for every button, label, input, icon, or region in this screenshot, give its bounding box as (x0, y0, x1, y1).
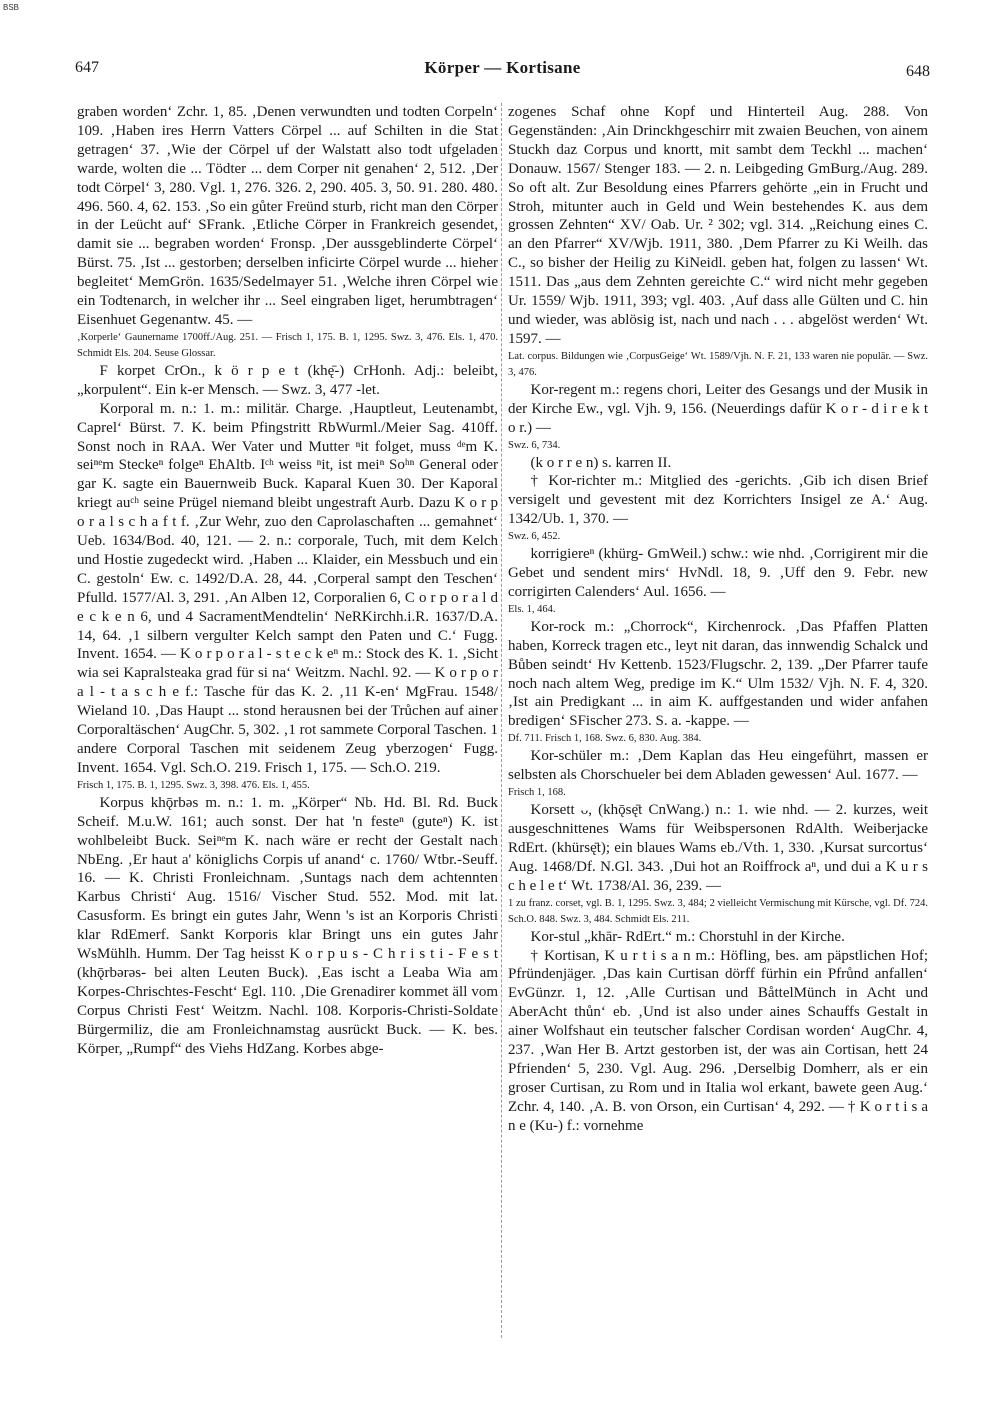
entry-kor-schueler: Kor-schüler m.: ‚Dem Kaplan das Heu eingeführt, massen er selbsten als Chorschueler bei dem Abladen gewessen‘ Aul. 1677. — (508, 748, 928, 784)
column-separator (501, 103, 502, 1338)
entry-kor-regent: Kor-regent m.: regens chori, Leiter des Gesangs und der Musik in der Kirche Ew., vgl. Vjh. 9, 156. (Neuerdings dafür K o r - d i r e k t o r.) — (508, 381, 928, 436)
entry-korpus-references: Lat. corpus. Bildungen wie ‚CorpusGeige‘ Wt. 1589/Vjh. N. F. 21, 133 waren nie populär. — Swz. 3, 476. (508, 350, 928, 378)
entry-korsett-references: 1 zu franz. corset, vgl. B. 1, 1295. Swz. 3, 484; 2 vielleicht Vermischung mit Kürsche, vgl. Df. 724. Sch.O. 848. Swz. 3, 484. Schmidt Els. 211. (508, 897, 928, 925)
right-column (508, 103, 928, 1136)
entry-korporal: Korporal m. n.: 1. m.: militär. Charge. ‚Hauptleut, Leutenambt, Caprel‘ Bürst. 7. K. beim Pfingstritt RbWurml./Meier Sag. 410ff. Sonst noch in RAA. Wer Vater und Mutter ⁿit folget, muss ᵈᵉm K. seiⁿᵉm Steckeⁿ folgeⁿ EhAltb. Iᶜʰ weiss ⁿit, ist meiⁿ Soʰⁿ General oder gar K. sagte ein Bauernweib Buck. Kaparal Kuen 30. Der Kaporal kriegt auᶜʰ seine Prügel niemand bleibt ungestraft Aurb. Dazu K o r p o r a l s c h a f t f. ‚Zur Wehr, zuo den Caprolaschaften ... gemahnet‘ Ueb. 1634/Bod. 40, 121. — 2. n.: corporale, Tuch, mit dem Kelch und Hostie zugedeckt wird. ‚Haben ... Klaider, ein Messbuch und ein C. gestoln‘ Ew. c. 1492/D.A. 28, 44. ‚Corperal sampt den Teschen‘ Pfulld. 1577/Al. 3, 291. ‚An Alben 12, Corporalien 6, C o r p o r a l d e c k e n 6, und 4 SacramentMendtelin‘ NeRKirchh.i.R. 1637/D.A. 14, 64. ‚1 silbern vergulter Kelch sampt den Paten und C.‘ Fugg. Invent. 1654. — K o r p o r a l - s t e c k eⁿ m.: Stock des K. 1. ‚Sicht wia sei Kapralsteaka grad für si na‘ Weitzm. Nachl. 92. — K o r p o r a l - t a s c h e f.: Tasche für das K. 2. ‚11 K-en‘ MgFrau. 1548/ Wieland 10. ‚Das Haupt ... stond herausnen bei der Trůchen auf ainer Corporaltäschen‘ AugChr. 5, 302. ‚1 rot sammete Corporal Taschen. 1 andere Corporal Taschen mit seidenem Zeug yberzogen‘ Fugg. Invent. 1654. Vgl. Sch.O. 219. Frisch 1, 175. — Sch.O. 219. (77, 400, 498, 776)
entry-korporal-references: Frisch 1, 175. B. 1, 1295. Swz. 3, 398. 476. Els. 1, 455. (77, 779, 310, 791)
page-number-right: 648 (906, 63, 930, 80)
entry-korsett: Korsett ᴗ, (khǭsę̄t CnWang.) n.: 1. wie nhd. — 2. kurzes, weit ausgeschnittenes Wams für Weibspersonen RdAlth. Weiberjacke RdErt. (khürsę̄t); ein blaues Wams eb./Vth. 1, 330. ‚Kursat surcortus‘ Aug. 1468/Df. N.Gl. 343. ‚Dui hot an Roiffrock aⁿ, und dui a K u r s c h e l e t‘ Wt. 1738/Al. 36, 239. — (508, 802, 928, 894)
entry-korren: (k o r r e n) s. karren II. (530, 454, 672, 471)
entry-kor-richter-references: Swz. 6, 452. (508, 531, 561, 543)
entry-kor-richter: † Kor-richter m.: Mitglied des -gerichts. ‚Gib ich disen Brief versigelt und gevestent mit dez Korrichters Insigel ze A.‘ Aug. 1342/Ub. 1, 370. — (508, 473, 928, 528)
running-header (75, 57, 930, 87)
entry-kor-regent-references: Swz. 6, 734. (508, 439, 561, 451)
entry-korpus: Korpus khǭrbǝs m. n.: 1. m. „Körper“ Nb. Hd. Bl. Rd. Buck Scheif. M.u.W. 161; auch sonst. Der hat 'n festeⁿ (guteⁿ) K. ist wohlbeleibt Buck. Seiⁿᵉm K. nach wäre er recht der Gestalt nach NbEng. ‚Er haut a' königlichs Corpis uf anand‘ c. 1760/ Wtbr.-Seuff. 16. — K. Christi Fronleichnam. ‚Suntags nach dem achtennten Karbus Christi‘ Aug. 1516/ Vischer Stud. 552. Mod. mit lat. Casusform. Es bringt ein gutes Jahr, Wenn 's ist an Korporis Christi klar RdEmerf. Sankt Korporis klar Bringt uns ein gutes Jahr WsMühlh. Humm. Der Tag heisst K o r p u s - C h r i s t i - F e s t (khǭrbǝrǝs- bei alten Leuten Buck). ‚Eas ischt a Leaba Wia am Korpes-Chrischtes-Fescht‘ Egl. 110. ‚Die Grenadirer kommet äll vom Corpus Christi Fest‘ Weitzm. Nachl. 108. Korporis-Christi-Soldate Bürgermiliz, die am Fronleichnamstag ausrückt Buck. — K. bes. Körper, „Rumpf“ des Viehs HdZang. Korbes abge- (77, 794, 498, 1057)
entry-koerper-continued: graben worden‘ Zchr. 1, 85. ‚Denen verwundten und todten Corpeln‘ 109. ‚Haben ires Herrn Vatters Cörpel ... auf Schilten in die Stat getragen‘ 37. ‚Wie der Cörpel uf der Walstatt also todt ufgeladen warde, wolten die ... Tödter ... dem Corper nit genahen‘ 2, 512. ‚Der todt Cörpel‘ 3, 280. Vgl. 1, 276. 326. 2, 290. 405. 3, 50. 91. 280. 480. 496. 560. 4, 62. 153. ‚So ein gůter Freünd sturb, richt man den Cörper in der Leücht auf‘ SFrank. ‚Etliche Cörper in Frankreich gesendet, damit sie ... begraben worden‘ Fronsp. ‚Der aussgeblinderte Cörpel‘ Bürst. 75. ‚Ist ... gestorben; derselben inficirte Cörpel wurde ... hieher begleitet‘ MemGrön. 1635/Sedelmayer 51. ‚Welche ihren Cörpel wie ein Todtenarch, in welcher ihr ... Seel eingraben liget, herumbtragen‘ Eisenhuet Gegenantw. 45. — (77, 104, 498, 328)
entry-kor-schueler-references: Frisch 1, 168. (508, 787, 566, 799)
entry-korrigieren: korrigiereⁿ (khürg- GmWeil.) schw.: wie nhd. ‚Corrigirent mir die Gebet und sendent mirs‘ HvNdl. 18, 9. ‚Uff den 9. Febr. new corrigirten Calenders‘ Aul. 1656. — (508, 546, 928, 600)
entry-korpet: F korpet CrOn., k ö r p e t (khę̄-) CrHonh. Adj.: beleibt, „korpulent“. Ein k-er Mensch. — Swz. 3, 477 -let. (77, 362, 498, 398)
left-column (77, 103, 498, 1059)
entry-korrigieren-references: Els. 1, 464. (508, 603, 556, 615)
page-number-left: 647 (75, 59, 99, 76)
entry-kor-rock-references: Df. 711. Frisch 1, 168. Swz. 6, 830. Aug. 384. (508, 733, 702, 745)
running-title: Körper — Kortisane (424, 58, 581, 77)
entry-korpus-continued: zogenes Schaf ohne Kopf und Hinterteil Aug. 288. Von Gegenständen: ‚Ain Drinckhgeschirr mit zwaien Beuchen, von ainem Stuckh daz Corpus und knortt, mit sambt dem Teckhl ... machen‘ Donauw. 1567/ Stenger 183. — 2. n. Leibgeding GmBurg./Aug. 289. So oft alt. Zur Besoldung eines Pfarrers gehörte „ein in Frucht und Stroh, mitunter auch in Geld und Wein bestehendes K. aus dem grossen Zehnten“ XV/ Oab. Ur. ² 302; vgl. 314. „Reichung eines C. an den Pfarrer“ XV/Wjb. 1911, 380. ‚Dem Pfarrer zu Ki Weilh. das C., so bisher der Heilig zu KiNeidl. geben hat, folgen zu lassen‘ Wt. 1511. Das „aus dem Zehnten gereichte C.“ wird nicht mehr gegeben Ur. 1559/ Wjb. 1911, 393; vgl. 403. ‚Auf dass alle Gülten und C. hin und wieder, was ablösig ist, nach und nach . . . abgelöst werden‘ Wt. 1597. — (508, 104, 928, 347)
entry-kor-stul: Kor-stul „khār- RdErt.“ m.: Chorstuhl in der Kirche. (530, 928, 845, 945)
entry-kortisan: † Kortisan, K u r t i s a n m.: Höfling, bes. am päpstlichen Hof; Pfründenjäger. ‚Das kain Curtisan dörff fürhin ein Pfrůnd anfallen‘ EvGünzr. 1, 12. ‚Alle Curtisan und BåttelMünch in Acht und AberAcht thůn‘ eb. ‚Und ist also under aines Schauffs Gestalt in ainer Wolfshaut ein teutscher falscher Cordisan worden‘ AugChr. 4, 237. ‚Wan Her B. Artzt gestorben ist, der was ain Cortisan, hett 24 Pfrienden‘ 5, 230. Vgl. Aug. 296. ‚Derselbig Domherr, als er ein groser Curtisan, zu Rom und in Italia wol erkant, bawete geen Aug.‘ Zchr. 4, 140. ‚A. B. von Orson, ein Curtisan‘ 4, 292. — † K o r t i s a n e (Ku-) f.: vornehme (508, 947, 928, 1134)
entry-kor-rock: Kor-rock m.: „Chorrock“, Kirchenrock. ‚Das Pfaffen Platten haben, Korreck tragen etc., leyt nit daran, das innwendig Schalck und Bůben seindt‘ Hv Kettenb. 1523/Flugschr. 2, 139. „Der Pfarrer taufe noch nach altem Weg, predige im K.“ Ulm 1532/ Vjh. N. F. 4, 320. ‚Ist ain Predigkant ... in aim K. auffgestanden und wider anfahen bredigen‘ SFischer 273. S. a. -kappe. — (508, 618, 928, 730)
library-stamp: BSB (3, 3, 20, 12)
entry-koerper-references: ‚Korperle‘ Gaunername 1700ff./Aug. 251. — Frisch 1, 175. B. 1, 1295. Swz. 3, 476. Els. 1, 470. Schmidt Els. 204. Seuse Glossar. (77, 331, 498, 359)
